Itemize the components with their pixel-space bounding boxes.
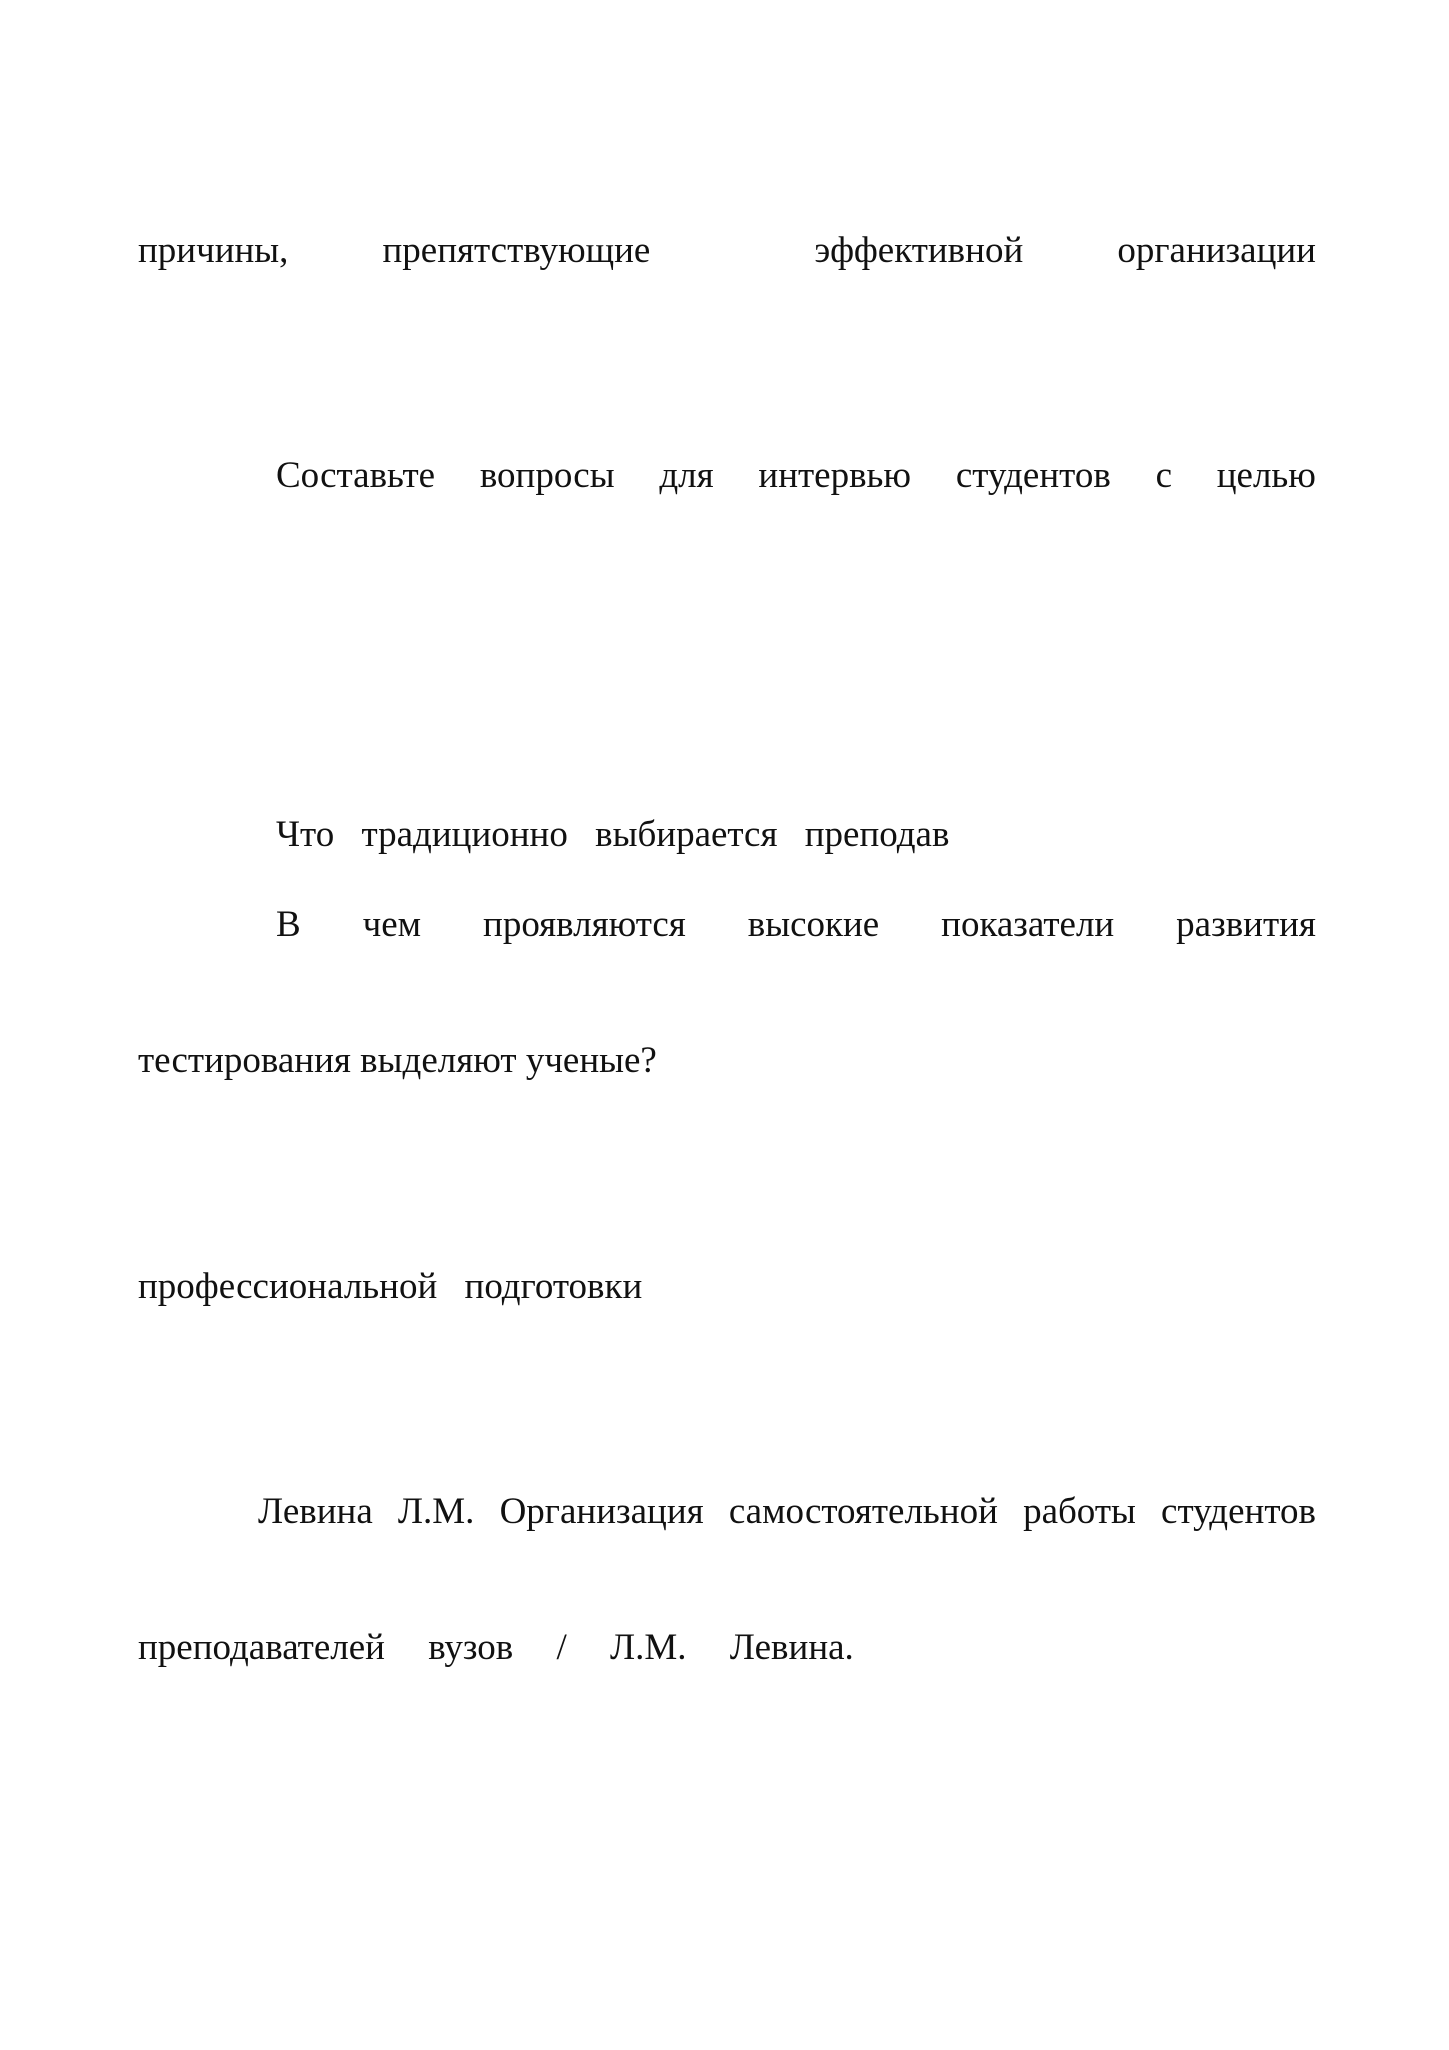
word: препятствующие [382, 230, 651, 271]
word: Что [276, 814, 335, 855]
word: преподавателей [138, 1627, 385, 1668]
word: В [276, 904, 301, 945]
text-line-5 [138, 1042, 1316, 1079]
word: студентов [1161, 1491, 1316, 1532]
word: студентов [955, 455, 1111, 496]
text-line-4 [276, 906, 1316, 943]
word: проявляются [483, 904, 686, 945]
word: чем [362, 904, 422, 945]
text-line-6 [138, 1268, 1316, 1305]
word: подготовки [464, 1266, 643, 1307]
word: интервью [758, 455, 912, 496]
text-line-7 [258, 1493, 1316, 1530]
text-line-1 [138, 232, 1316, 269]
word: организации [1117, 230, 1316, 271]
text-line-2 [276, 457, 1316, 494]
word: для [659, 455, 714, 496]
word: Левина. [729, 1627, 854, 1668]
word: эффективной [814, 230, 1024, 271]
word: вузов [428, 1627, 514, 1668]
word: развития [1176, 904, 1316, 945]
word: выбирается [595, 814, 778, 855]
text-line-8 [138, 1629, 1316, 1666]
word: Левина [258, 1491, 373, 1532]
text-line-3 [276, 816, 1316, 853]
word: Л.М. [397, 1491, 475, 1532]
word: традиционно [361, 814, 568, 855]
line-text: тестирования выделяют ученые? [138, 1040, 657, 1081]
word: целью [1216, 455, 1316, 496]
word: Составьте [276, 455, 436, 496]
word: причины, [138, 230, 289, 271]
word: с [1155, 455, 1172, 496]
word: Организация [499, 1491, 704, 1532]
word: вопросы [479, 455, 615, 496]
word: высокие [747, 904, 880, 945]
word: / [556, 1627, 567, 1668]
word: работы [1023, 1491, 1136, 1532]
word: самостоятельной [728, 1491, 998, 1532]
word: преподав [804, 814, 950, 855]
word: Л.М. [610, 1627, 687, 1668]
word: профессиональной [138, 1266, 438, 1307]
word: показатели [941, 904, 1115, 945]
